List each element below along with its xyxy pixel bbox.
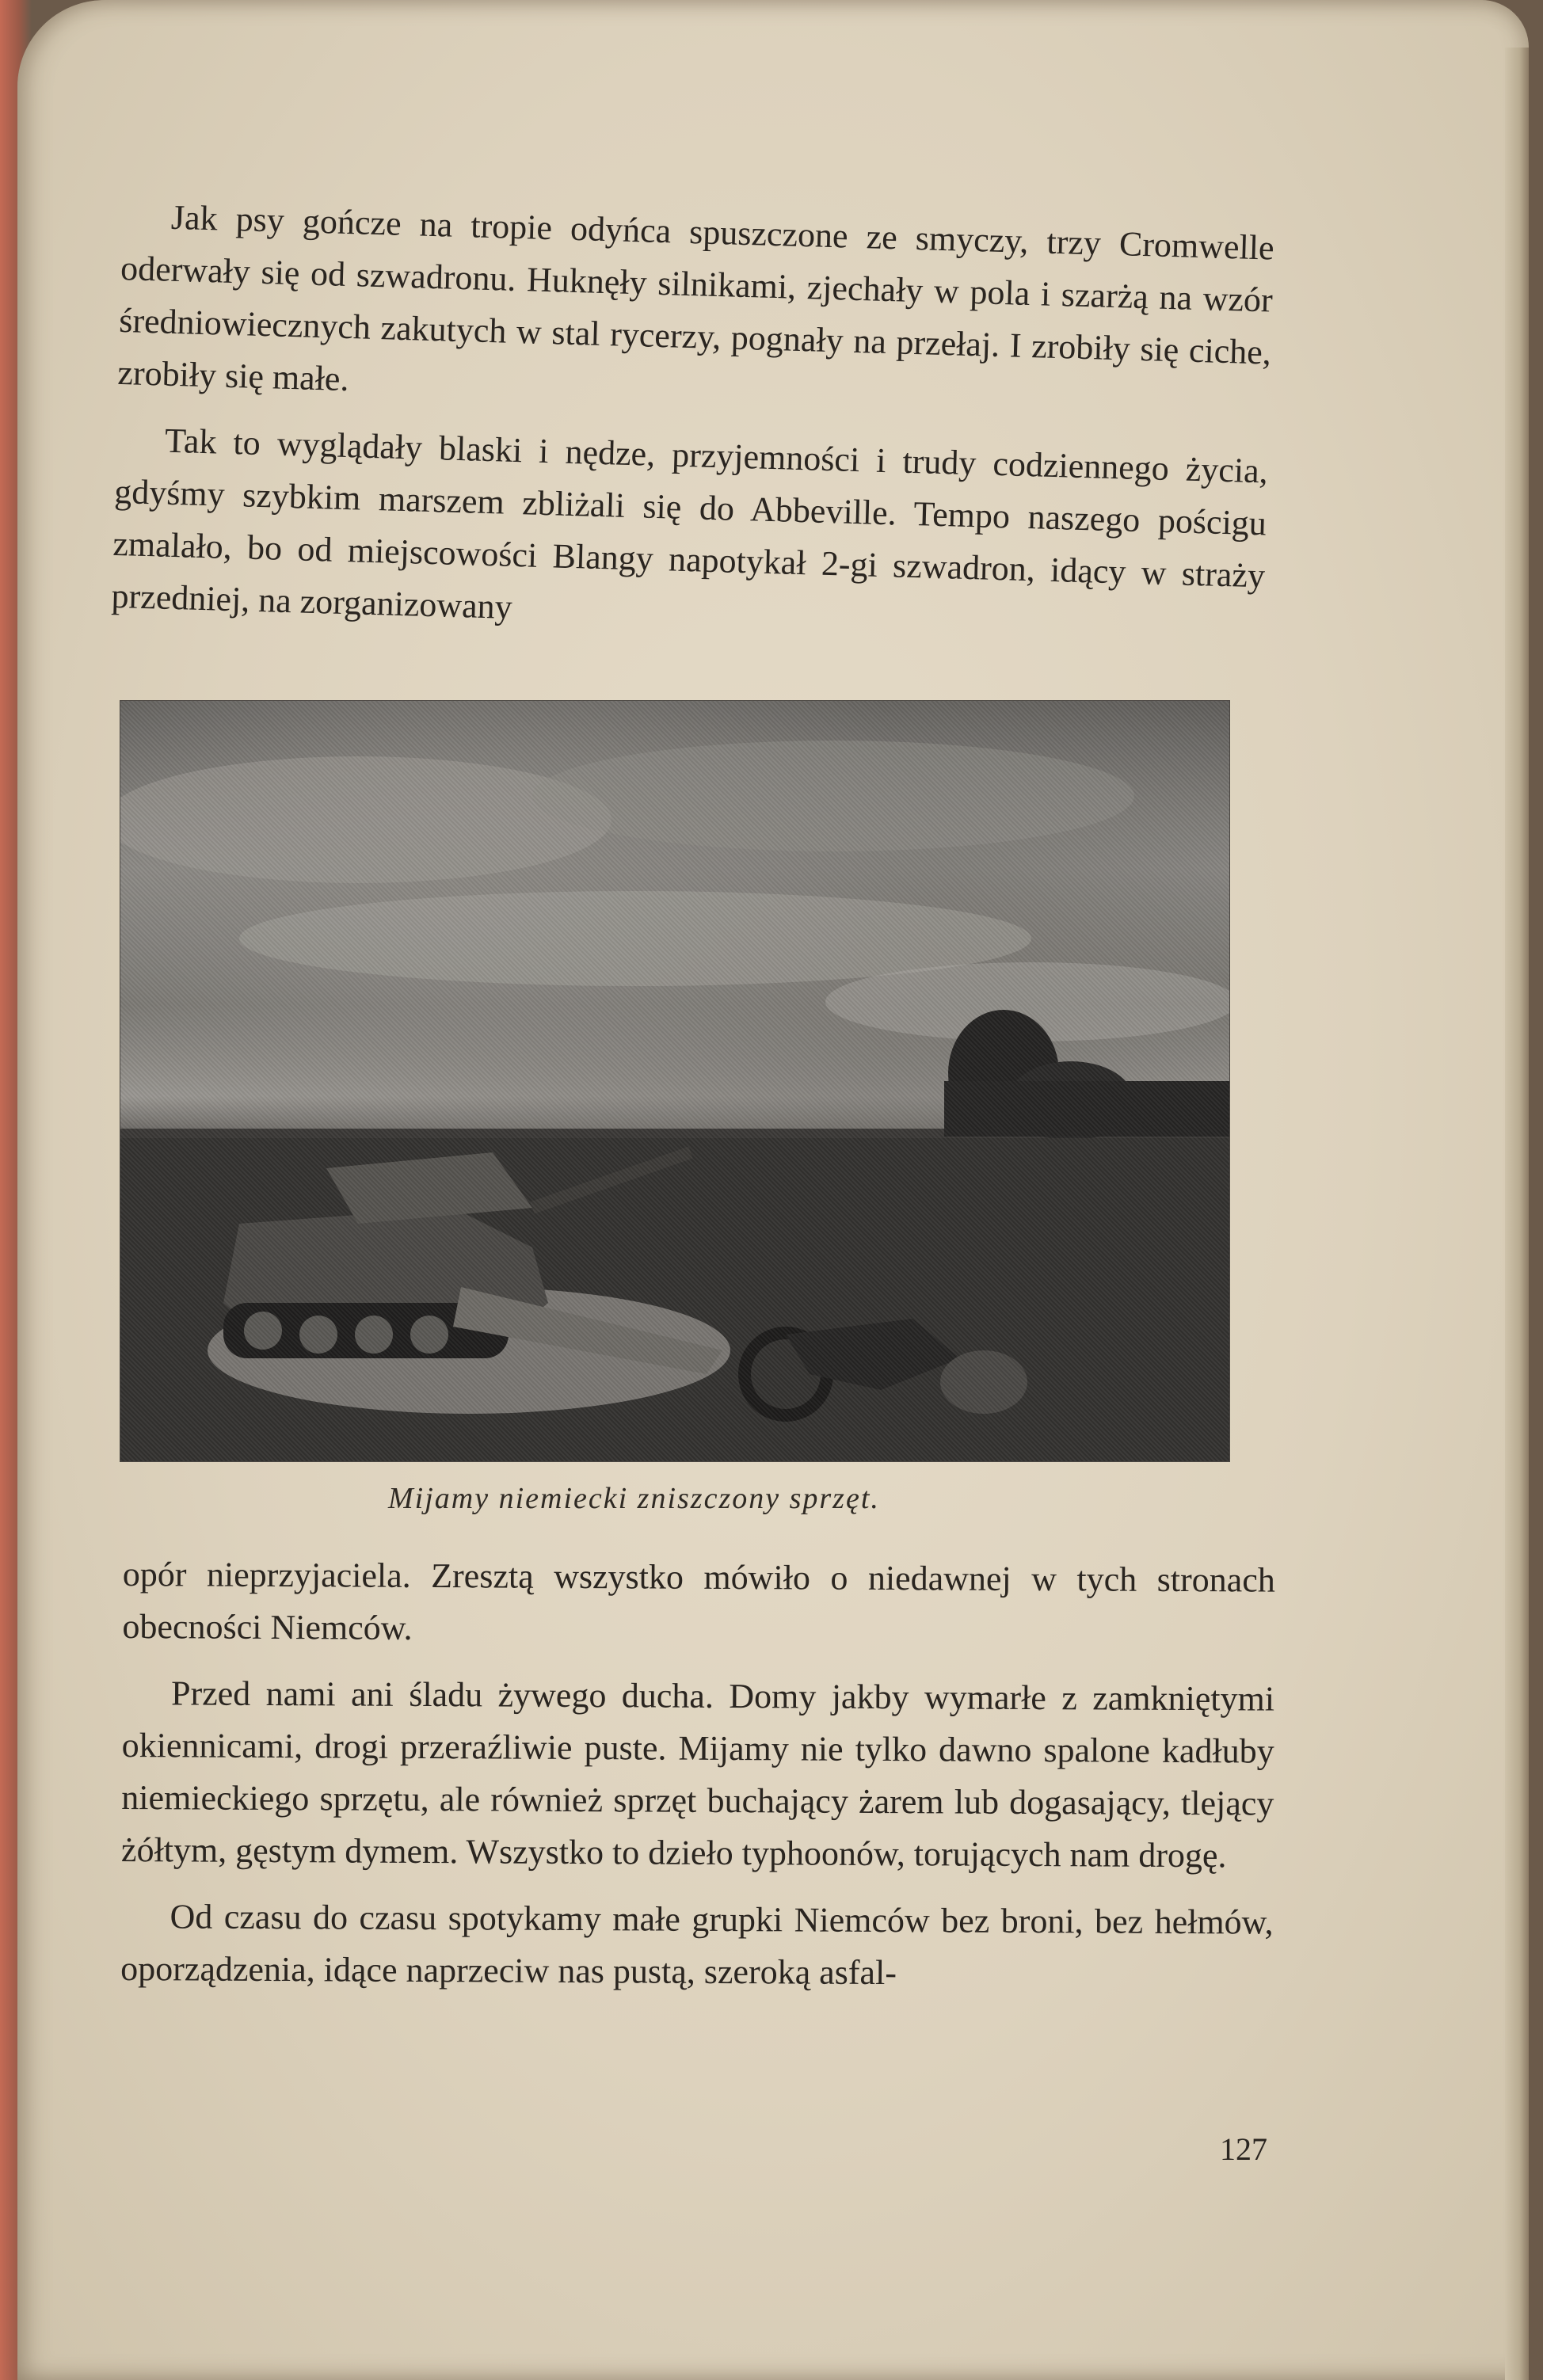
page-number: 127	[1220, 2131, 1267, 2167]
text-block-bottom	[120, 1548, 1275, 2001]
photo-grain	[120, 701, 1229, 1461]
paragraph: Jak psy gończe na tropie odyńca spuszczone ze smyczy, trzy Cromwelle oderwały się od szwadronu. Huknęły silnikami, zjechały w pola i szarżą na wzór średniowiecznych zakutych w stal rycerzy, pognały na przełaj. I zrobiły się ciche, zrobiły się małe.	[116, 197, 1275, 399]
paragraph: Przed nami ani śladu żywego ducha. Domy jakby wymarłe z zamkniętymi okiennicami, drogi przeraźliwie puste. Mijamy nie tylko dawno spalone kadłuby niemieckiego sprzętu, ale również sprzęt buchający żarem lub dogasający, tlejący żółtym, gęstym dymem. Wszystko to dzieło typhoonów, torujących nam drogę.	[120, 1674, 1275, 1875]
page-edge	[1505, 48, 1529, 2380]
paragraph: opór nieprzyjaciela. Zresztą wszystko mówiło o niedawnej w tych stronach obecności Niemców.	[122, 1554, 1275, 1647]
photo-destroyed-tank	[120, 701, 1229, 1461]
text-block-top	[111, 190, 1275, 654]
paragraph: Od czasu do czasu spotykamy małe grupki Niemców bez broni, bez hełmów, oporządzenia, idące naprzeciw nas pustą, szeroką asfal-	[120, 1897, 1274, 1993]
paragraph: Tak to wyglądały blaski i nędze, przyjemności i trudy codziennego życia, gdyśmy szybkim marszem zbliżali się do Abbeville. Tempo naszego pościgu zmalało, bo od miejscowości Blangy napotykał 2-gi szwadron, idący w straży przedniej, na zorganizowany	[111, 421, 1269, 626]
photo-caption: Mijamy niemiecki zniszczony sprzęt.	[388, 1482, 880, 1515]
